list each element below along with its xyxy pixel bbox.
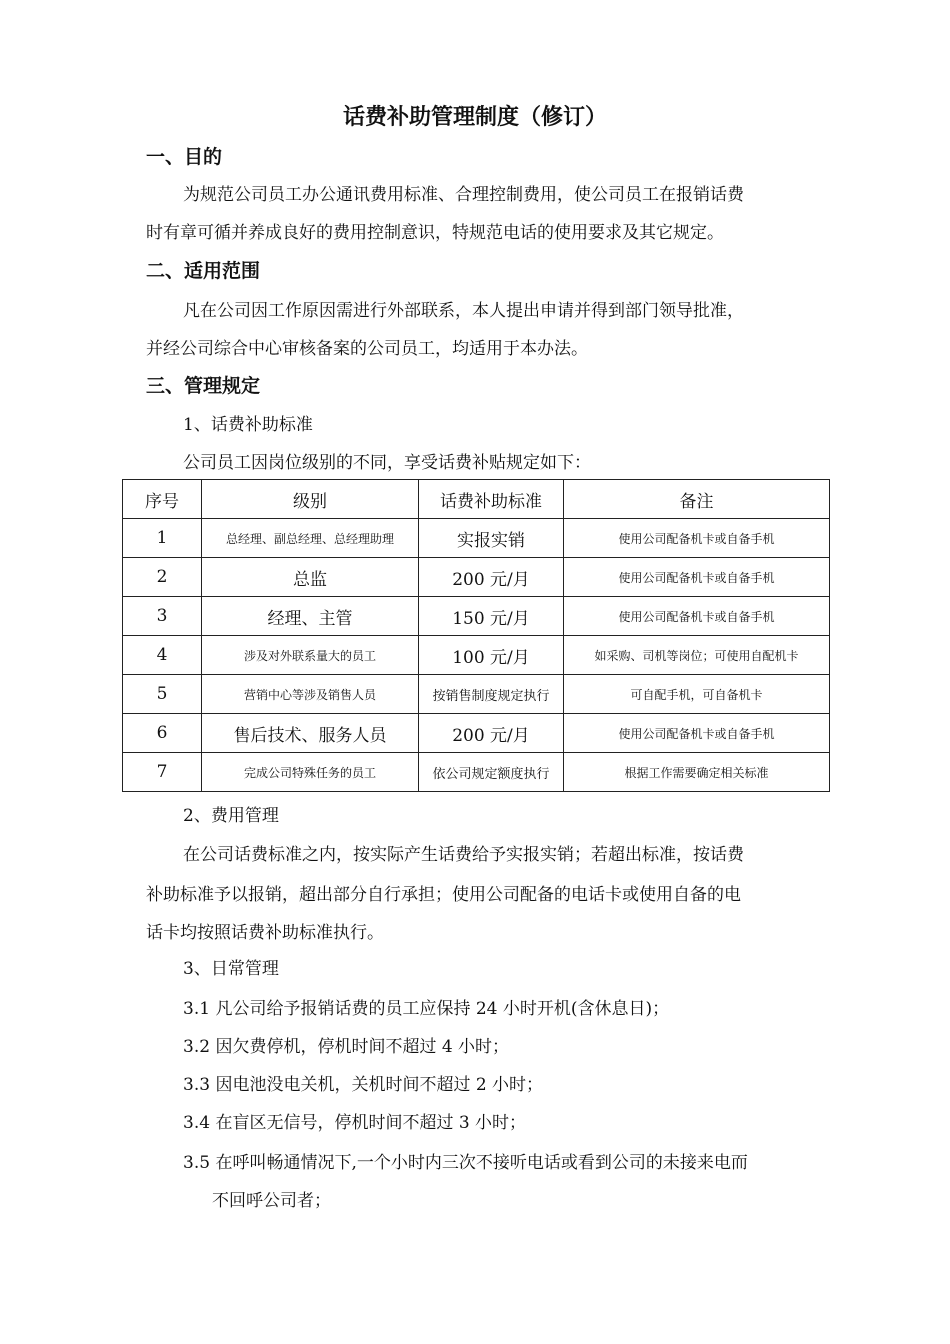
table-row	[123, 753, 830, 792]
table-row	[123, 558, 830, 597]
header-standard: 话费补助标准	[419, 480, 564, 519]
cell-note: 可自配手机，可自备机卡	[564, 675, 830, 714]
cell-level: 经理、主管	[202, 597, 419, 636]
rule-item: 3.5 在呼叫畅通情况下,一个小时内三次不接听电话或看到公司的未接来电而	[183, 1153, 748, 1173]
table-row	[123, 519, 830, 558]
cell-level: 总监	[202, 558, 419, 597]
cell-note: 使用公司配备机卡或自备手机	[564, 519, 830, 558]
table-row	[123, 597, 830, 636]
subsection-cost-management: 2、费用管理	[183, 806, 279, 826]
cell-note: 使用公司配备机卡或自备手机	[564, 558, 830, 597]
table-row	[123, 636, 830, 675]
header-no: 序号	[123, 480, 202, 519]
section-heading-scope: 二、适用范围	[146, 260, 261, 282]
header-note: 备注	[564, 480, 830, 519]
document-title: 话费补助管理制度（修订）	[342, 105, 607, 130]
cell-standard: 100 元/月	[419, 636, 564, 675]
purpose-line-2: 时有章可循并养成良好的费用控制意识，特规范电话的使用要求及其它规定。	[146, 223, 724, 243]
cell-no: 5	[123, 675, 202, 714]
rule-item: 3.4 在盲区无信号，停机时间不超过 3 小时；	[183, 1113, 527, 1133]
cell-note: 如采购、司机等岗位；可使用自配机卡	[564, 636, 830, 675]
cell-no: 6	[123, 714, 202, 753]
cell-standard: 按销售制度规定执行	[419, 675, 564, 714]
cell-standard: 200 元/月	[419, 558, 564, 597]
cell-standard: 150 元/月	[419, 597, 564, 636]
cell-no: 7	[123, 753, 202, 792]
cell-standard: 实报实销	[419, 519, 564, 558]
cell-level: 涉及对外联系量大的员工	[202, 636, 419, 675]
rule-item: 3.1 凡公司给予报销话费的员工应保持 24 小时开机(含休息日)；	[183, 999, 670, 1019]
cell-level: 总经理、副总经理、总经理助理	[202, 519, 419, 558]
cell-no: 1	[123, 519, 202, 558]
rule-item-continuation: 不回呼公司者；	[212, 1191, 331, 1211]
fee-standard-table	[122, 479, 830, 792]
table-header-row	[123, 480, 830, 519]
rule-item: 3.2 因欠费停机，停机时间不超过 4 小时；	[183, 1037, 510, 1057]
scope-line-2: 并经公司综合中心审核备案的公司员工，均适用于本办法。	[146, 339, 588, 359]
cell-standard: 200 元/月	[419, 714, 564, 753]
cell-no: 3	[123, 597, 202, 636]
subsection-fee-standard: 1、话费补助标准	[183, 415, 313, 435]
table-row	[123, 675, 830, 714]
section-heading-purpose: 一、目的	[146, 146, 223, 168]
cost-line-2: 补助标准予以报销，超出部分自行承担；使用公司配备的电话卡或使用自备的电	[146, 885, 741, 905]
cell-standard: 依公司规定额度执行	[419, 753, 564, 792]
purpose-line-1: 为规范公司员工办公通讯费用标准、合理控制费用，使公司员工在报销话费	[183, 185, 744, 205]
cell-level: 营销中心等涉及销售人员	[202, 675, 419, 714]
cost-line-1: 在公司话费标准之内，按实际产生话费给予实报实销；若超出标准，按话费	[183, 845, 744, 865]
table-row	[123, 714, 830, 753]
table-intro: 公司员工因岗位级别的不同，享受话费补贴规定如下：	[183, 453, 591, 473]
subsection-daily-management: 3、日常管理	[183, 959, 279, 979]
cost-line-3: 话卡均按照话费补助标准执行。	[146, 923, 384, 943]
cell-note: 使用公司配备机卡或自备手机	[564, 597, 830, 636]
section-heading-rules: 三、管理规定	[146, 375, 261, 397]
scope-line-1: 凡在公司因工作原因需进行外部联系，本人提出申请并得到部门领导批准，	[183, 301, 744, 321]
cell-no: 2	[123, 558, 202, 597]
cell-level: 售后技术、服务人员	[202, 714, 419, 753]
header-level: 级别	[202, 480, 419, 519]
cell-level: 完成公司特殊任务的员工	[202, 753, 419, 792]
cell-note: 根据工作需要确定相关标准	[564, 753, 830, 792]
cell-no: 4	[123, 636, 202, 675]
cell-note: 使用公司配备机卡或自备手机	[564, 714, 830, 753]
rule-item: 3.3 因电池没电关机，关机时间不超过 2 小时；	[183, 1075, 544, 1095]
